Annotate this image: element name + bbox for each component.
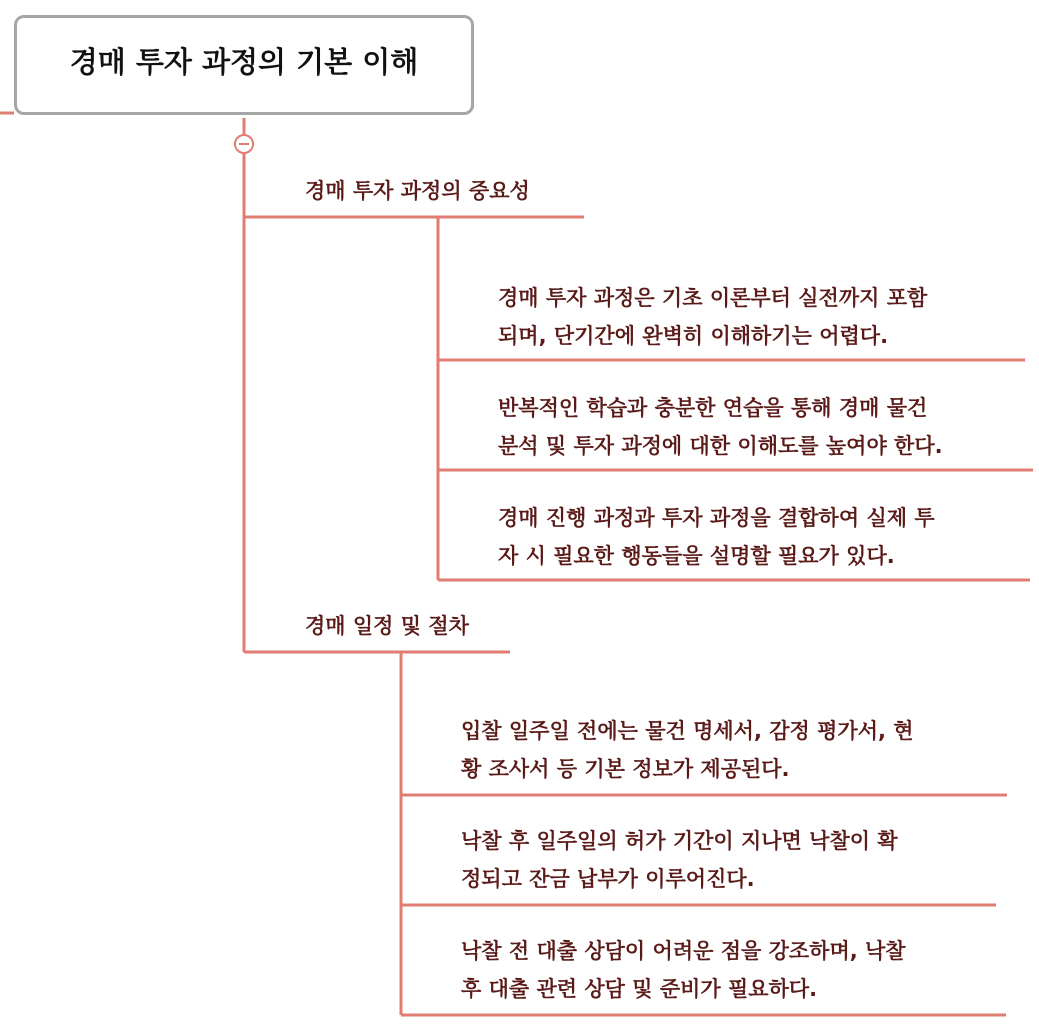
leaf-line: 낙찰 후 일주일의 허가 기간이 지나면 낙찰이 확 bbox=[461, 829, 898, 853]
leaf-node[interactable] bbox=[498, 279, 927, 355]
collapse-toggle-button[interactable] bbox=[234, 134, 254, 154]
leaf-line: 정되고 잔금 납부가 이루어진다. bbox=[461, 867, 755, 891]
leaf-node[interactable] bbox=[461, 932, 906, 1008]
leaf-line: 분석 및 투자 과정에 대한 이해도를 높여야 한다. bbox=[498, 434, 943, 458]
leaf-line: 경매 투자 과정은 기초 이론부터 실전까지 포함 bbox=[498, 286, 928, 310]
leaf-node[interactable] bbox=[461, 822, 898, 898]
branch-node-schedule[interactable]: 경매 일정 및 절차 bbox=[305, 614, 469, 638]
root-title: 경매 투자 과정의 기본 이해 bbox=[69, 45, 419, 79]
branch-node-importance[interactable]: 경매 투자 과정의 중요성 bbox=[305, 179, 530, 203]
leaf-line: 반복적인 학습과 충분한 연습을 통해 경매 물건 bbox=[498, 396, 928, 420]
leaf-line: 입찰 일주일 전에는 물건 명세서, 감정 평가서, 현 bbox=[461, 719, 914, 743]
leaf-node[interactable] bbox=[498, 389, 943, 465]
leaf-line: 후 대출 관련 상담 및 준비가 필요하다. bbox=[461, 977, 818, 1001]
leaf-line: 되며, 단기간에 완벽히 이해하기는 어렵다. bbox=[498, 324, 889, 348]
leaf-line: 자 시 필요한 행동들을 설명할 필요가 있다. bbox=[498, 544, 895, 568]
leaf-line: 황 조사서 등 기본 정보가 제공된다. bbox=[461, 757, 790, 781]
leaf-node[interactable] bbox=[498, 499, 935, 575]
leaf-node[interactable] bbox=[461, 712, 914, 788]
leaf-line: 낙찰 전 대출 상담이 어려운 점을 강조하며, 낙찰 bbox=[461, 939, 906, 963]
root-node[interactable] bbox=[14, 15, 474, 115]
leaf-line: 경매 진행 과정과 투자 과정을 결합하여 실제 투 bbox=[498, 506, 935, 530]
